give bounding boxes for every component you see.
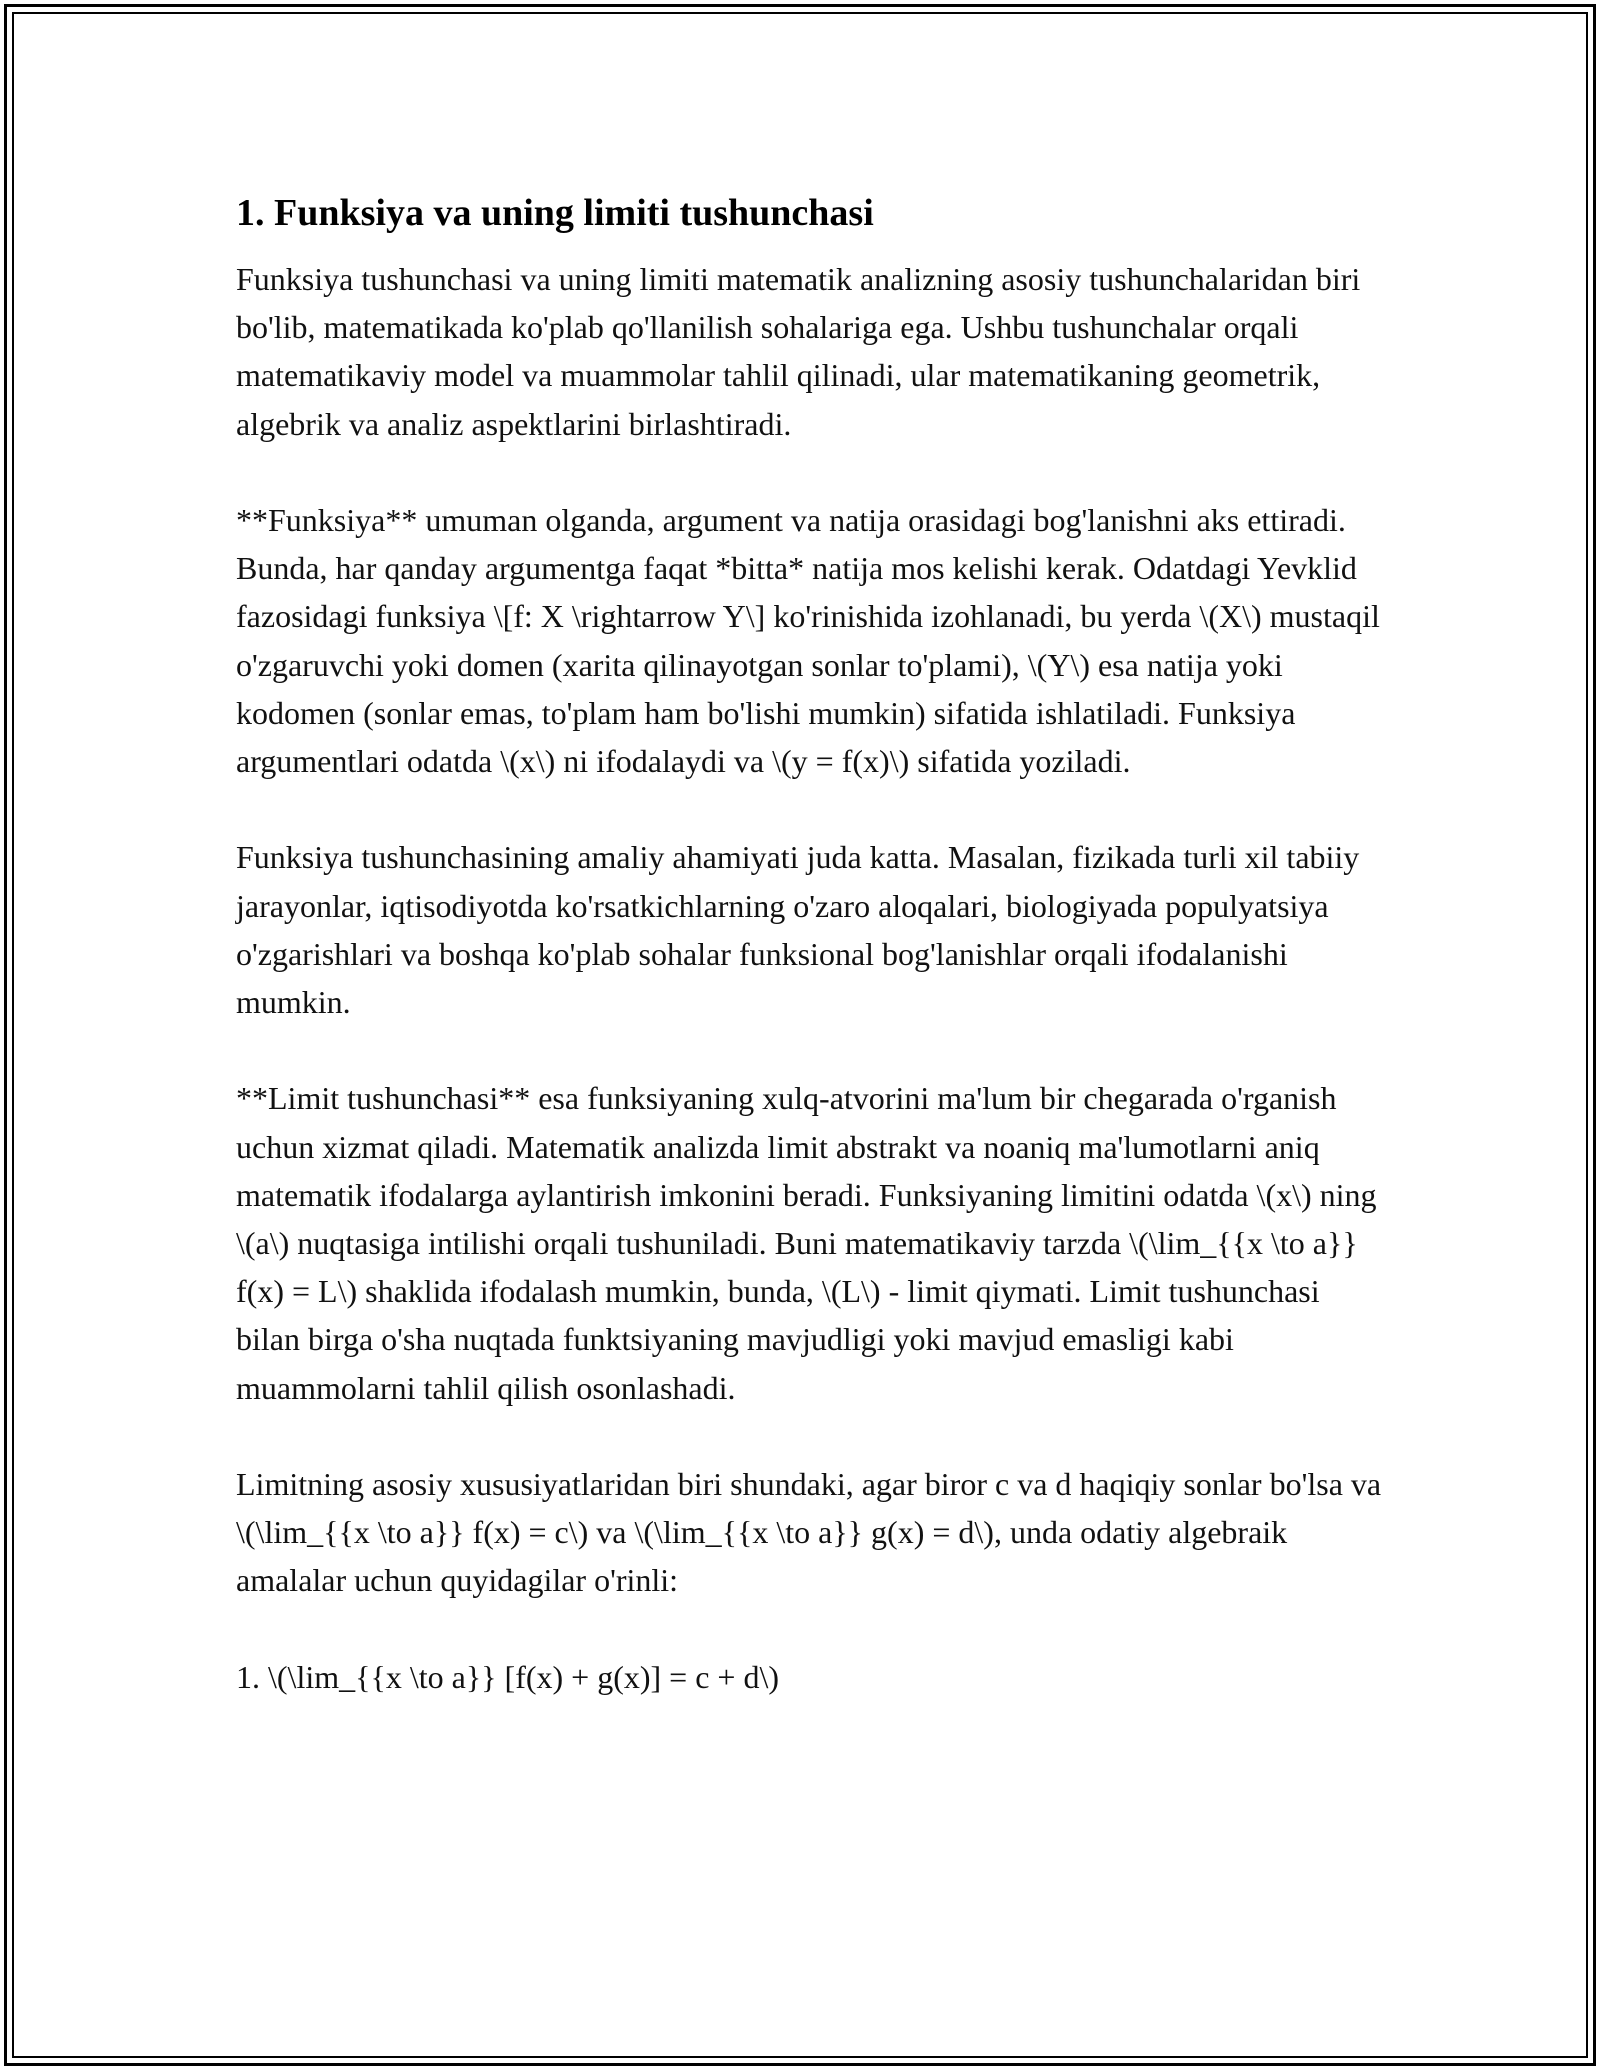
paragraph-limit-properties: Limitning asosiy xususiyatlaridan biri shundaki, agar biror c va d haqiqiy sonlar bo'lsa va \(\lim_{{x \to a}} f(x) = c\) va \(\lim_{{x \to a}} g(x) = d\), unda odatiy algebraik amalalar uchun quyidagilar o'rinli: (236, 1466, 1382, 1599)
paragraph-practical-importance: Funksiya tushunchasining amaliy ahamiyati juda katta. Masalan, fizikada turli xil tabiiy jarayonlar, iqtisodiyotda ko'rsatkichlarning o'zaro aloqalari, biologiyada populyatsiya o'zgarishlari va boshqa ko'plab sohalar funksional bog'lanishlar orqali ifodalanishi mumkin. (236, 839, 1360, 1021)
list-item: 1. \(\lim_{{x \to a}} [f(x) + g(x)] = c + d\) (236, 1658, 780, 1695)
section-title: 1. Funksiya va uning limiti tushunchasi (236, 192, 874, 234)
paragraph-funksiya-definition: **Funksiya** umuman olganda, argument va natija orasidagi bog'lanishni aks ettiradi. Bunda, har qanday argumentga faqat *bitta* natija mos kelishi kerak. Odatdagi Yevklid fazosidagi funksiya \[f: X \rightarrow Y\] ko'rinishida izohlanadi, bu yerda \(X\) mustaqil o'zgaruvchi yoki domen (xarita qilinayotgan sonlar to'plami), \(Y\) esa natija yoki kodomen (sonlar emas, to'plam ham bo'lishi mumkin) sifatida ishlatiladi. Funksiya argumentlari odatda \(x\) ni ifodalaydi va \(y = f(x)\) sifatida yoziladi. (236, 502, 1380, 780)
paragraph-intro: Funksiya tushunchasi va uning limiti matematik analizning asosiy tushunchalaridan biri bo'lib, matematikada ko'plab qo'llanilish sohalariga ega. Ushbu tushunchalar orqali matematikaviy model va muammolar tahlil qilinadi, ular matematikaning geometrik, algebrik va analiz aspektlarini birlashtiradi. (236, 261, 1361, 442)
paragraph-limit-definition: **Limit tushunchasi** esa funksiyaning xulq-atvorini ma'lum bir chegarada o'rganish uchun xizmat qiladi. Matematik analizda limit abstrakt va noaniq ma'lumotlarni aniq matematik ifodalarga aylantirish imkonini beradi. Funksiyaning limitini odatda \(x\) ning \(a\) nuqtasiga intilishi orqali tushuniladi. Buni matematikaviy tarzda \(\lim_{{x \to a}} f(x) = L\) shaklida ifodalash mumkin, bunda, \(L\) - limit qiymati. Limit tushunchasi bilan birga o'sha nuqtada funktsiyaning mavjudligi yoki mavjud emasligi kabi muammolarni tahlil qilish osonlashadi. (236, 1080, 1377, 1406)
document-body (236, 185, 1386, 1701)
